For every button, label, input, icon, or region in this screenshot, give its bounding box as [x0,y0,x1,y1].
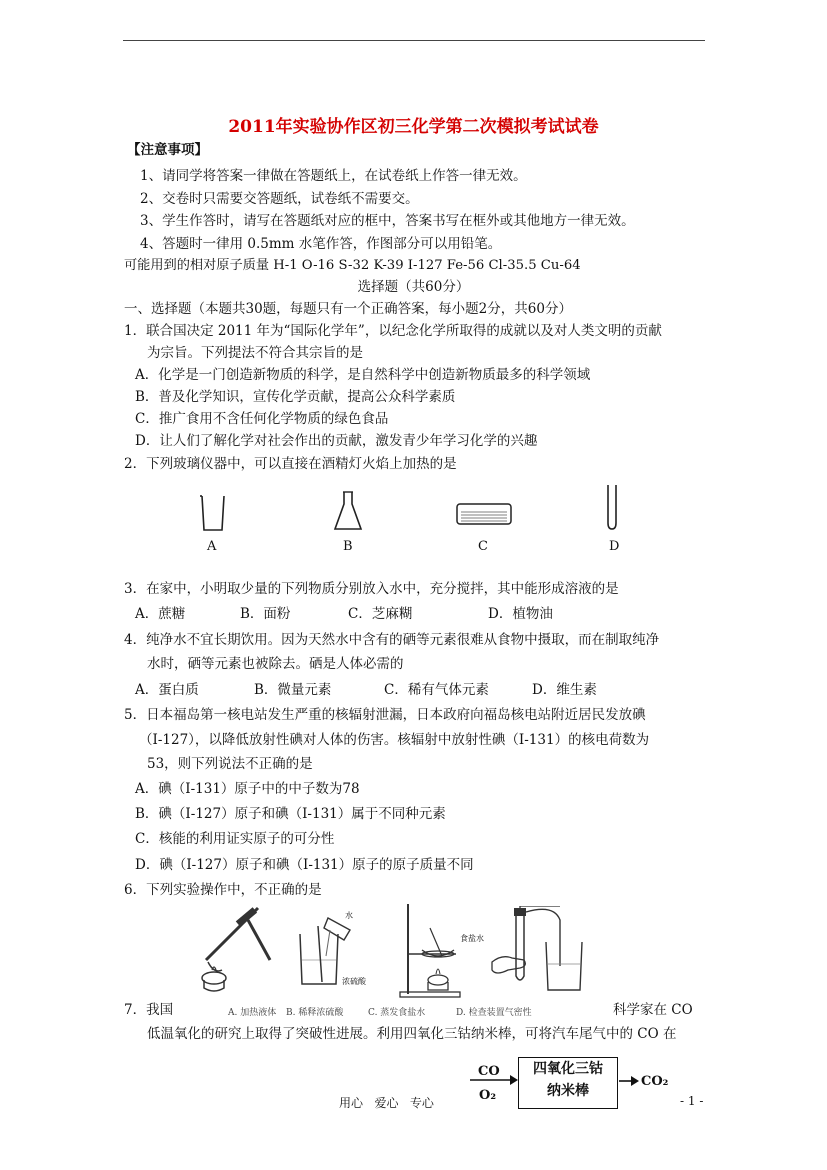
q5-option-c: C．核能的利用证实原子的可分性 [135,831,335,847]
q1-stem: 1．联合国决定 2011 年为“国际化学年”，以纪念化学所取得的成就以及对人类文明的贡献 [124,323,662,339]
test-tube-figure [605,483,619,531]
q6-caption-b: B. 稀释浓硫酸 [286,1008,344,1018]
reactant-o2: O₂ [479,1088,497,1103]
evaporating-dish-figure [455,502,513,526]
q4-stem: 4．纯净水不宜长期饮用。因为天然水中含有的硒等元素很难从食物中摄取，而在制取纯净 [124,632,660,648]
beaker-figure [198,492,228,532]
q6-caption-d: D. 检查装置气密性 [456,1008,532,1018]
heating-liquid-figure [196,900,278,1000]
q4-option-c: C．稀有气体元素 [384,682,489,698]
reactant-co: CO [478,1064,500,1079]
q5-option-d: D．碘（I-127）原子和碘（I-131）原子的原子质量不同 [135,857,474,873]
conc-acid-label: 浓硫酸 [342,977,366,986]
q3-option-a: A．蔗糖 [135,606,186,622]
arrow-in [470,1073,520,1087]
notice-item: 4、答题时一律用 0.5mm 水笔作答，作图部分可以用铅笔。 [140,236,502,252]
exam-title: 2011年实验协作区初三化学第二次模拟考试试卷 [228,117,599,137]
q5-option-a: A．碘（I-131）原子中的中子数为78 [135,781,360,797]
conical-flask-figure [332,490,364,532]
notice-heading: 【注意事项】 [127,142,208,158]
q2-label-b: B [343,539,353,554]
q4-option-b: B．微量元素 [254,682,332,698]
catalyst-line2: 纳米棒 [547,1083,589,1099]
q2-label-d: D [609,539,620,554]
q2-label-a: A [207,539,217,554]
water-label: 水 [345,911,353,920]
product-co2: CO₂ [641,1074,669,1089]
q4-option-d: D．维生素 [532,682,597,698]
page-number: - 1 - [680,1094,704,1108]
q1-option-c: C．推广食用不含任何化学物质的绿色食品 [135,411,389,427]
q7-stem-end: 科学家在 CO [613,1002,693,1018]
notice-item: 2、交卷时只需要交答题纸，试卷纸不需要交。 [140,191,419,207]
q3-option-c: C．芝麻糊 [348,606,413,622]
arrow-out [619,1074,641,1088]
brine-label: 食盐水 [460,934,484,943]
q3-option-d: D．植物油 [488,606,553,622]
footer-words: 用心 爱心 专心 [339,1096,434,1110]
atomic-mass-line: 可能用到的相对原子质量 H-1 O-16 S-32 K-39 I-127 Fe-56 Cl-35.5 Cu-64 [124,258,581,273]
q1-option-d: D．让人们了解化学对社会作出的贡献，激发青少年学习化学的兴趣 [135,433,538,449]
q5-stem: 5．日本福岛第一核电站发生严重的核辐射泄漏，日本政府向福岛核电站附近居民发放碘 [124,707,646,723]
catalyst-box [518,1057,618,1109]
q3-stem: 3．在家中，小明取少量的下列物质分别放入水中，充分搅拌，其中能形成溶液的是 [124,581,619,597]
q6-caption-a: A. 加热液体 [228,1008,277,1018]
q1-stem-cont: 为宗旨。下列提法不符合其宗旨的是 [147,345,363,361]
q2-stem: 2．下列玻璃仪器中，可以直接在酒精灯火焰上加热的是 [124,456,457,472]
catalyst-line1: 四氧化三钴 [533,1061,603,1077]
q4-stem-cont: 水时，硒等元素也被除去。硒是人体必需的 [147,656,404,672]
part-intro: 一、选择题（本题共30题，每题只有一个正确答案，每小题2分，共60分） [124,301,572,317]
q3-option-b: B．面粉 [240,606,291,622]
q7-stem-cont: 低温氧化的研究上取得了突破性进展。利用四氧化三钴纳米棒，可将汽车尾气中的 CO 在 [147,1026,677,1042]
q7-stem-start: 7．我国 [124,1002,174,1018]
notice-item: 3、学生作答时，请写在答题纸对应的框中，答案书写在框外或其他地方一律无效。 [140,213,635,229]
q6-caption-c: C. 蒸发食盐水 [368,1008,426,1018]
evaporating-brine-figure [398,898,470,1000]
header-rule [123,40,705,41]
q1-option-a: A．化学是一门创造新物质的科学，是自然科学中创造新物质最多的科学领域 [135,367,591,383]
q5-stem-cont2: 53，则下列说法不正确的是 [147,756,313,772]
q1-option-b: B．普及化学知识，宣传化学贡献，提高公众科学素质 [135,389,456,405]
notice-item: 1、请同学将答案一律做在答题纸上，在试卷纸上作答一律无效。 [140,168,527,184]
q4-option-a: A．蛋白质 [135,682,199,698]
airtightness-check-figure [490,906,592,998]
section-heading: 选择题（共60分） [357,279,470,295]
q6-stem: 6．下列实验操作中，不正确的是 [124,882,322,898]
q2-label-c: C [478,539,488,554]
q5-option-b: B．碘（I-127）原子和碘（I-131）属于不同种元素 [135,806,446,822]
q5-stem-cont: （I-127），以降低放射性碘对人体的伤害。核辐射中放射性碘（I-131）的核电荷数为 [139,732,650,748]
